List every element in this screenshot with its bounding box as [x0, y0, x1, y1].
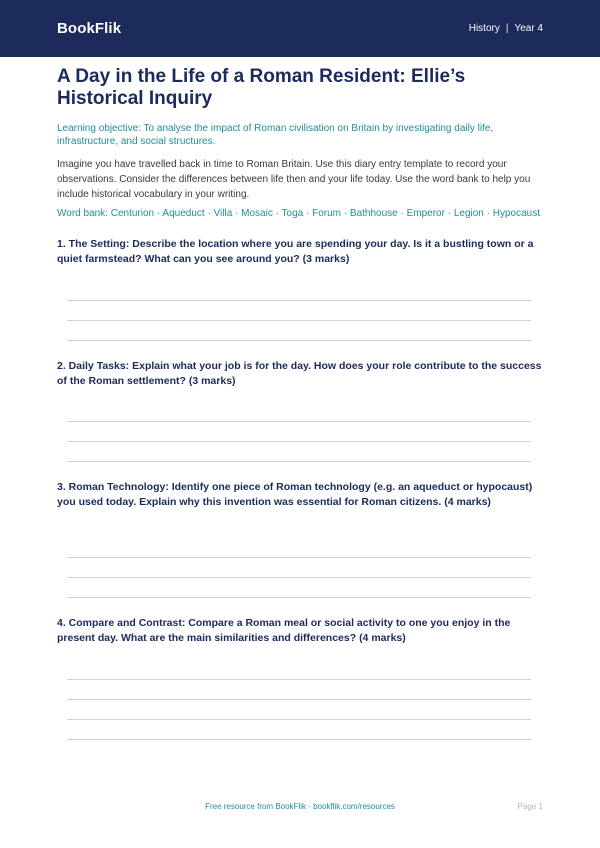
brand-logo[interactable]: BookFlik [57, 20, 122, 37]
answer-line-3-3[interactable] [67, 597, 531, 598]
answer-line-3-2[interactable] [67, 577, 531, 578]
footer-credit[interactable]: Free resource from BookFlik · bookflik.com/resources [205, 802, 395, 811]
answer-line-4-4[interactable] [67, 739, 531, 740]
page-number: Page 1 [517, 802, 543, 811]
question-3: 3. Roman Technology: Identify one piece of Roman technology (e.g. an aqueduct or hypocaust) you used today. Explain why this invention was essential for Roman citizens. (4 marks) [57, 481, 533, 508]
breadcrumb [469, 23, 543, 34]
page-title: A Day in the Life of a Roman Resident: Ellie’s Historical Inquiry [57, 66, 466, 109]
answer-line-1-3[interactable] [67, 340, 531, 341]
answer-line-1-1[interactable] [67, 300, 531, 301]
breadcrumb-year[interactable]: Year 4 [514, 23, 543, 34]
answer-line-4-3[interactable] [67, 719, 531, 720]
page-header [0, 0, 600, 57]
answer-line-4-2[interactable] [67, 699, 531, 700]
question-2: 2. Daily Tasks: Explain what your job is for the day. How does your role contribute to the success of the Roman settlement? (3 marks) [57, 360, 542, 387]
question-1: 1. The Setting: Describe the location where you are spending your day. Is it a bustling town or a quiet farmstead? What can you see around you? (3 marks) [57, 238, 534, 265]
answer-line-2-3[interactable] [67, 461, 531, 462]
intro-text: Imagine you have travelled back in time to Roman Britain. Use this diary entry template to record your observations. Consider the differences between life then and your life today. Use the word bank to help you include historical vocabulary in your writing. [57, 159, 531, 200]
breadcrumb-separator: | [505, 23, 509, 34]
word-bank: Word bank: Centurion · Aqueduct · Villa · Mosaic · Toga · Forum · Bathhouse · Emperor · Legion · Hypocaust [57, 208, 540, 219]
learning-objective: Learning objective: To analyse the impact of Roman civilisation on Britain by investigating daily life, infrastructure, and social structures. [57, 123, 494, 147]
answer-line-2-2[interactable] [67, 441, 531, 442]
answer-line-1-2[interactable] [67, 320, 531, 321]
answer-line-2-1[interactable] [67, 421, 531, 422]
answer-line-3-1[interactable] [67, 557, 531, 558]
breadcrumb-subject[interactable]: History [468, 23, 500, 34]
question-4: 4. Compare and Contrast: Compare a Roman meal or social activity to one you enjoy in the present day. What are the main similarities and differences? (4 marks) [57, 617, 511, 644]
answer-line-4-1[interactable] [67, 679, 531, 680]
